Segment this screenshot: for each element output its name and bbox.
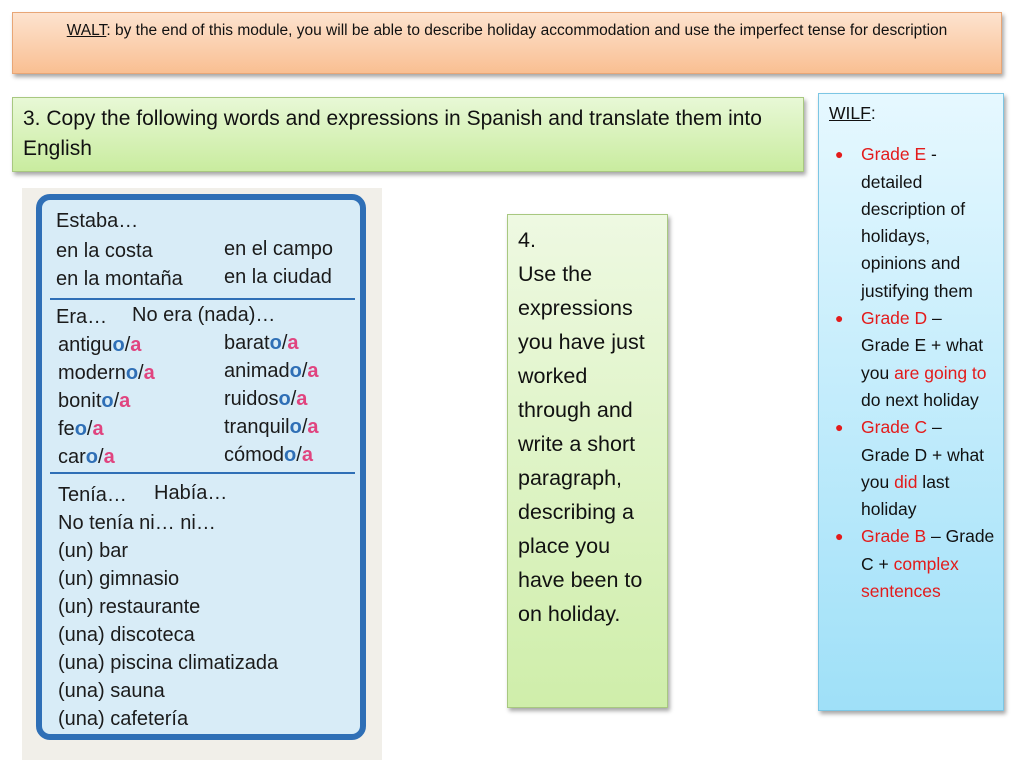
task-4-text: Use the expressions you have just worked through and write a short paragraph, describing a place you have been to on holiday. <box>518 262 645 626</box>
adjective-item <box>58 334 141 357</box>
facility-item: (un) restaurante <box>58 596 201 618</box>
grade-description: - detailed description of holidays, opinions and justifying them <box>861 144 973 301</box>
heading-no-era: No era (nada)… <box>132 304 276 326</box>
wilf-list <box>829 141 995 605</box>
heading-no-tenia: No tenía ni… ni… <box>58 512 216 534</box>
adjective-stem: bonit <box>58 390 102 412</box>
wilf-item-grade-e <box>835 141 995 305</box>
task-4-number: 4. <box>518 228 536 252</box>
feminine-ending: a <box>92 418 104 440</box>
heading-estaba: Estaba… <box>56 210 139 232</box>
grade-highlight: are going to <box>894 362 987 383</box>
heading-era: Era… <box>56 306 108 328</box>
place-item: en la costa <box>56 240 153 262</box>
vocabulary-card <box>36 194 366 740</box>
feminine-ending: a <box>130 334 142 356</box>
masculine-ending: o <box>101 390 114 412</box>
feminine-ending: a <box>143 362 155 384</box>
feminine-ending: a <box>307 360 319 382</box>
adjective-stem: modern <box>58 362 126 384</box>
wilf-item-grade-d <box>835 305 995 414</box>
grade-description: – Grade C + <box>861 526 995 574</box>
feminine-ending: a <box>287 332 299 354</box>
adjective-item <box>224 416 319 439</box>
feminine-ending: a <box>296 388 308 410</box>
adjective-stem: barat <box>224 332 270 354</box>
grade-label: Grade E <box>861 144 927 165</box>
wilf-item-grade-b <box>835 523 995 605</box>
bullet-icon: ● <box>835 310 844 327</box>
facility-item: (un) bar <box>58 540 129 562</box>
feminine-ending: a <box>301 444 313 466</box>
bullet-icon: ● <box>835 528 844 545</box>
place-item: en la ciudad <box>224 266 332 288</box>
masculine-ending: o <box>112 334 125 356</box>
masculine-ending: o <box>284 444 297 466</box>
feminine-ending: a <box>103 446 115 468</box>
section-divider <box>50 472 355 474</box>
grade-description: – Grade E + what you <box>861 308 984 383</box>
bullet-icon: ● <box>835 146 844 163</box>
facility-item: (una) sauna <box>58 680 165 702</box>
gender-separator: / <box>281 332 288 354</box>
facility-item: (una) cafetería <box>58 708 189 730</box>
adjective-item <box>224 444 313 467</box>
grade-label: Grade C <box>861 417 928 438</box>
adjective-stem: cómod <box>224 444 285 466</box>
gender-separator: / <box>113 390 120 412</box>
adjective-stem: tranquil <box>224 416 290 438</box>
adjective-item <box>58 446 115 469</box>
adjective-item <box>224 388 307 411</box>
masculine-ending: o <box>125 362 139 384</box>
grade-description: – Grade D + what you <box>861 417 985 492</box>
wilf-label: WILF <box>829 103 871 123</box>
masculine-ending: o <box>269 332 282 354</box>
facility-item: (una) piscina climatizada <box>58 652 279 674</box>
adjective-stem: antigu <box>58 334 113 356</box>
bullet-icon: ● <box>835 419 844 436</box>
place-item: en el campo <box>224 238 333 260</box>
adjective-stem: car <box>58 446 86 468</box>
adjective-item <box>224 360 319 383</box>
gender-separator: / <box>86 418 93 440</box>
adjective-stem: ruidos <box>224 388 279 410</box>
walt-label: WALT <box>66 22 107 39</box>
place-item: en la montaña <box>56 268 183 290</box>
gender-separator: / <box>301 360 308 382</box>
gender-separator: / <box>301 416 308 438</box>
adjective-item <box>224 332 299 355</box>
grade-description-end: do next holiday <box>861 389 979 410</box>
heading-habia: Había… <box>154 482 228 504</box>
grade-highlight: complex sentences <box>861 553 959 602</box>
wilf-box <box>818 93 1004 711</box>
masculine-ending: o <box>74 418 87 440</box>
feminine-ending: a <box>307 416 319 438</box>
grade-highlight: did <box>894 471 918 492</box>
adjective-item <box>58 390 130 413</box>
wilf-item-grade-c <box>835 414 995 523</box>
gender-separator: / <box>98 446 104 468</box>
task-3-text: 3. Copy the following words and expressions in Spanish and translate them into English <box>23 107 762 160</box>
masculine-ending: o <box>278 388 291 410</box>
wilf-heading <box>829 100 995 127</box>
task-4-box <box>507 214 668 708</box>
facility-item: (un) gimnasio <box>58 568 180 590</box>
facility-item: (una) discoteca <box>58 624 195 646</box>
task-3-box <box>12 97 804 172</box>
feminine-ending: a <box>119 390 131 412</box>
masculine-ending: o <box>289 416 302 438</box>
masculine-ending: o <box>289 360 302 382</box>
adjective-stem: fe <box>58 418 75 440</box>
wilf-colon: : <box>870 103 876 123</box>
adjective-item <box>58 362 155 385</box>
textbook-excerpt <box>22 188 382 760</box>
adjective-stem: animad <box>224 360 290 382</box>
walt-text: : by the end of this module, you will be able to describe holiday accommodation and use the imperfect tense for description <box>106 22 948 39</box>
gender-separator: / <box>296 444 302 466</box>
grade-label: Grade D <box>861 308 928 329</box>
walt-banner <box>12 12 1002 74</box>
gender-separator: / <box>290 388 297 410</box>
gender-separator: / <box>138 362 144 384</box>
gender-separator: / <box>124 334 131 356</box>
masculine-ending: o <box>85 446 99 468</box>
grade-label: Grade B <box>861 526 927 547</box>
adjective-item <box>58 418 104 441</box>
heading-tenia: Tenía… <box>58 484 127 506</box>
section-divider <box>50 298 355 300</box>
grade-description-end: last holiday <box>861 471 950 520</box>
